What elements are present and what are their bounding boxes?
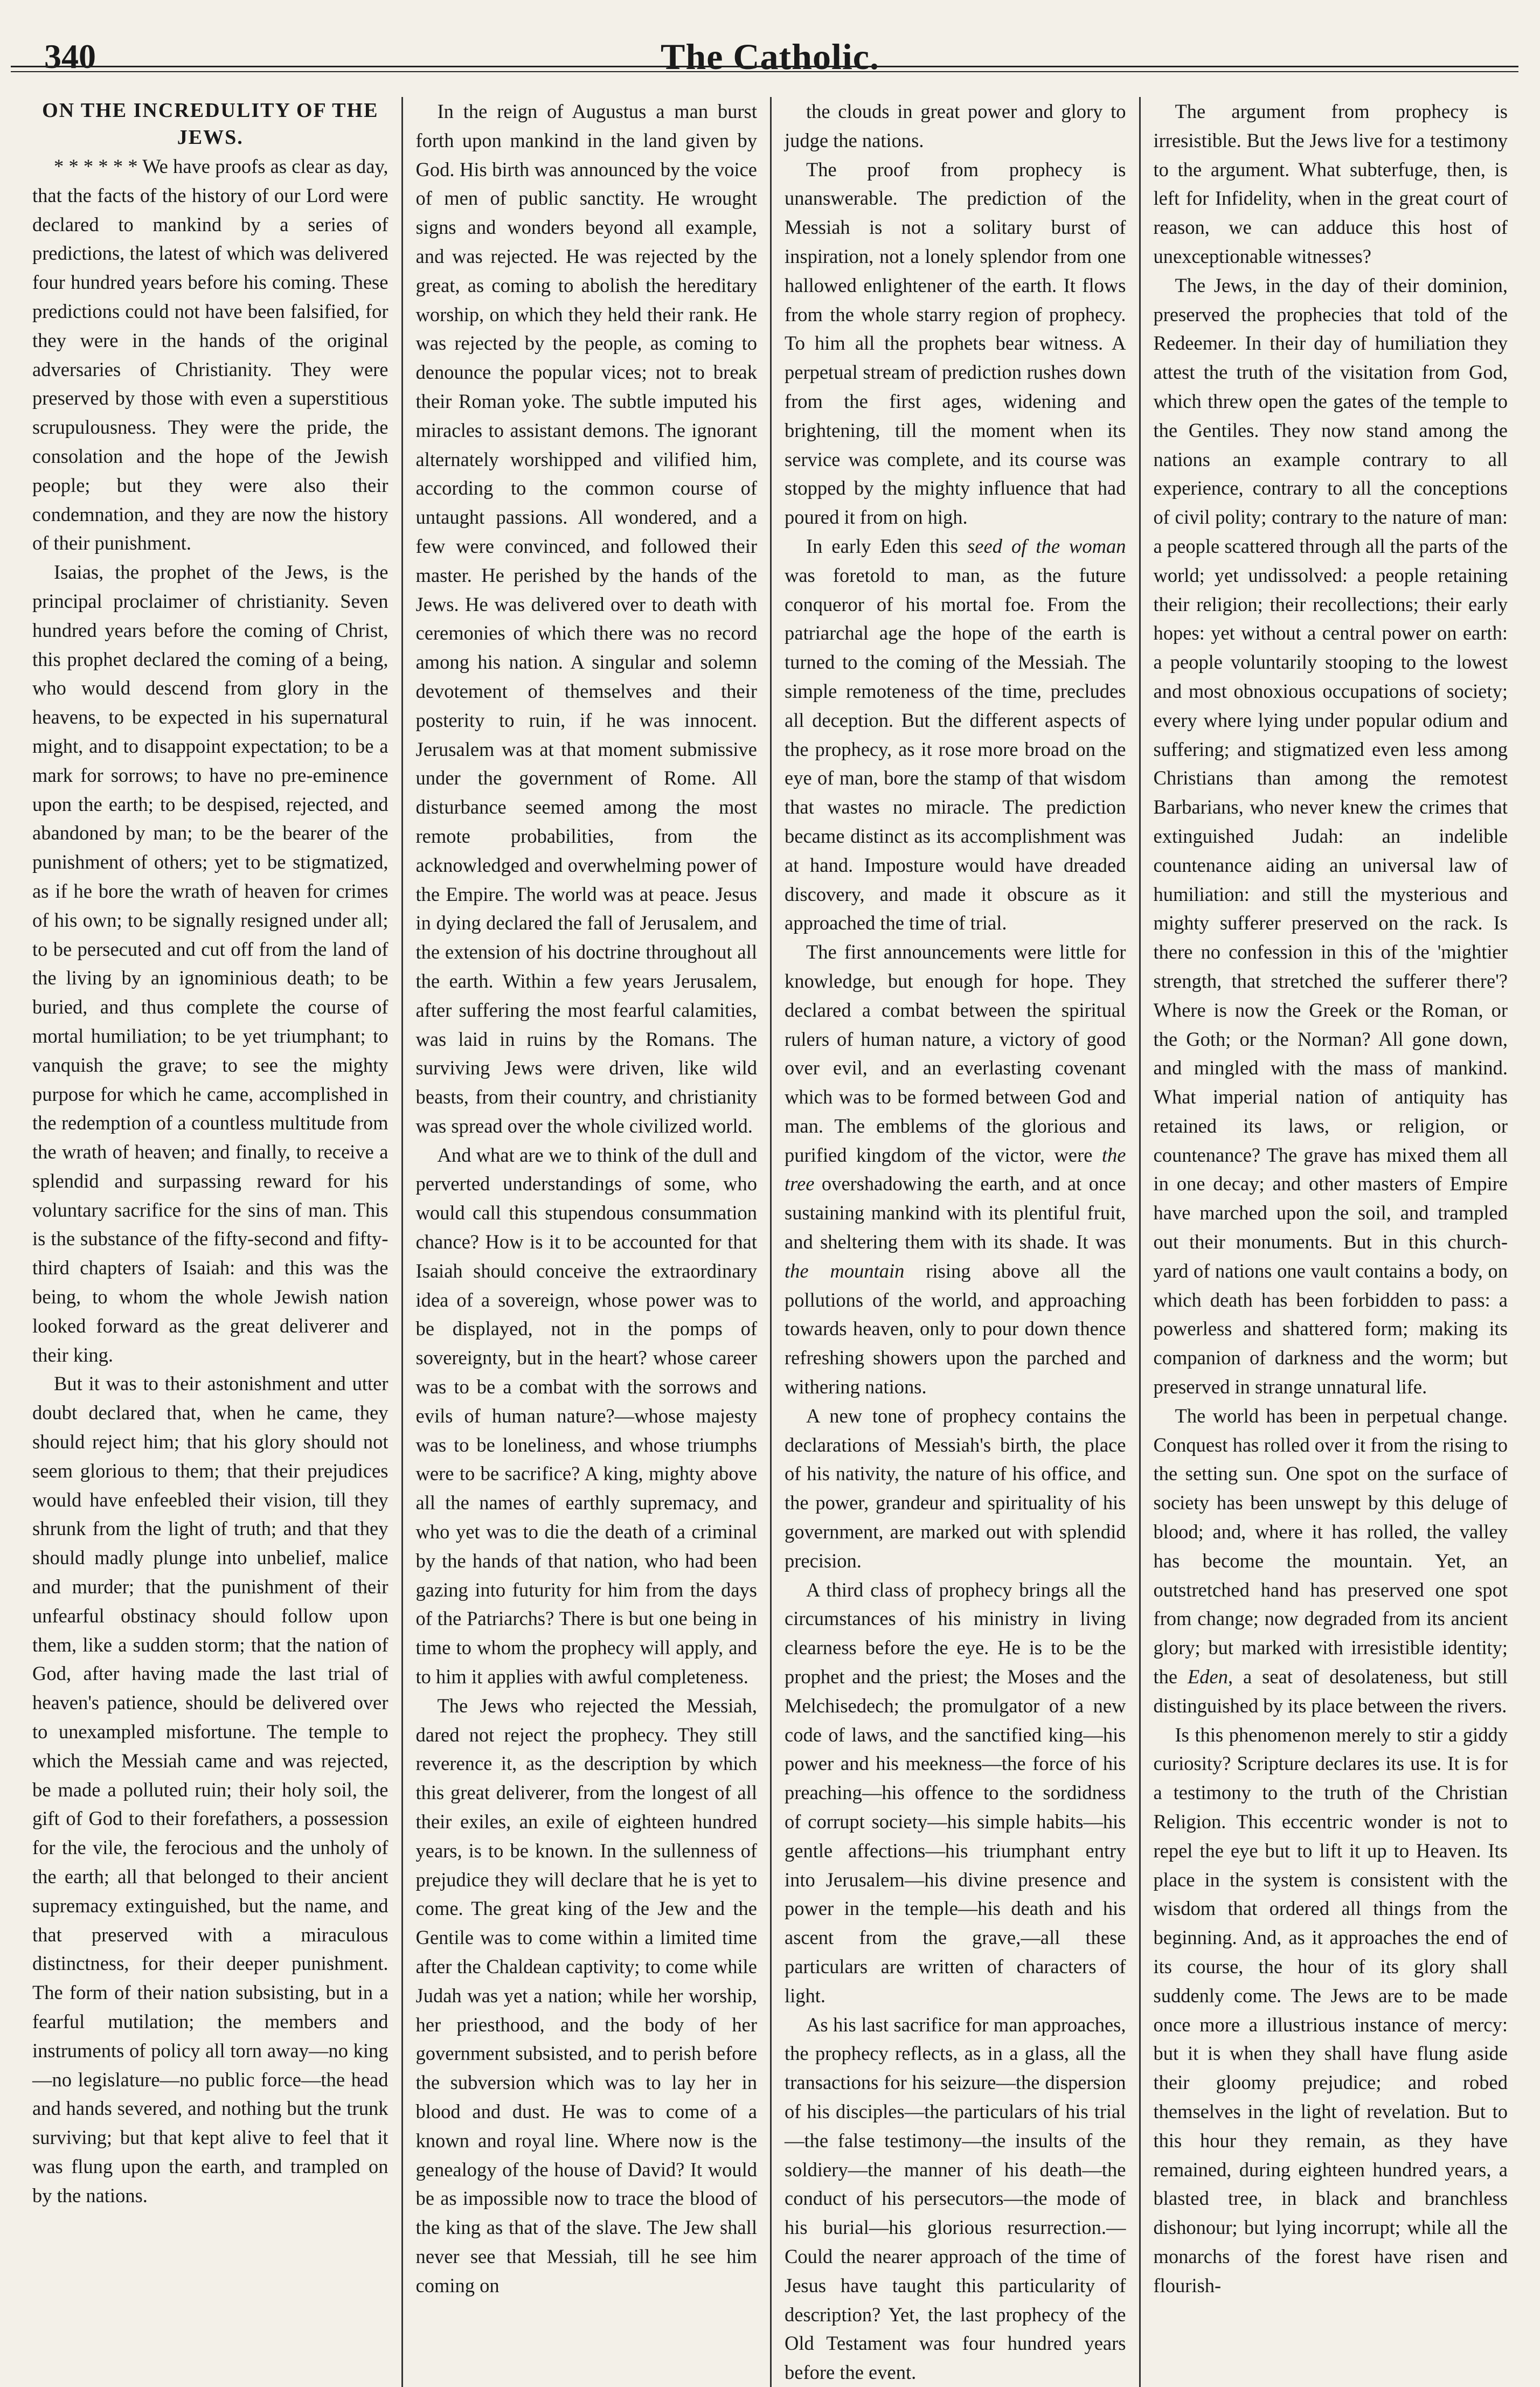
article-title: ON THE INCREDULITY OF THE JEWS. (42, 99, 379, 149)
paragraph: The first announcements were little for knowledge, but enough for hope. They declared a combat between the spiritual rulers of human nature, a victory of good over evil, and an everlasting covenant which was to be formed between God and man. The emblems of the glorious and purified kingdom of the victor, were the tree overshadowing the earth, and at once sustaining mankind with its plentiful fruit, and sheltering them with its shade. It was the mountain rising above all the pollutions of the world, and approaching towards heaven, only to pour down thence refreshing showers upon the parched and withering nations. (785, 941, 1126, 1398)
page-number: 340 (44, 37, 96, 75)
running-title: The Catholic. (661, 36, 879, 77)
paragraph: And what are we to think of the dull and perverted understandings of some, who would call this stupendous consummation chance? How is it to be accounted for that Isaiah should conceive the extraordinary idea of a sovereign, whose power was to be displayed, not in the pomps of sovereignty, but in the heart? whose career was to be a combat with the sorrows and evils of human nature?—whose majesty was to be loneliness, and whose triumphs were to be sacrifice? A king, mighty above all the names of earthly supremacy, and who yet was to die the death of a criminal by the hands of that nation, who had been gazing into futurity for him from the days of the Patriarchs? There is but one being in time to whom the prophecy will apply, and to him it applies with awful completeness. (415, 1143, 757, 1688)
paragraph: The argument from prophecy is irresistible. But the Jews live for a testimony to the argument. What subterfuge, then, is left for Infidelity, when in the great court of reason, we can adduce this host of unexceptionable witnesses? (1153, 100, 1508, 267)
paragraph: But it was to their astonishment and utter doubt declared that, when he came, they should reject him; that his glory should not seem glorious to them; that their prejudices would have enfeebled their vision, till they shrunk from the light of truth; and that they should madly plunge into unbelief, malice and murder; that the punishment of their unfearful obstinacy should follow upon them, like a sudden storm; that the nation of God, after having made the last trial of heaven's patience, should be delivered over to unexampled misfortune. The temple to which the Messiah came and was rejected, be made a polluted ruin; their holy soil, the gift of God to their forefathers, a possession for the vile, the ferocious and the unholy of the earth; all that belonged to their ancient supremacy extinguished, but the name, and that preserved with a miraculous distinctness, for their deeper punishment. The form of their nation subsisting, but in a fearful mutilation; the members and instruments of policy all torn away—no king—no legislature—no public force—the head and hands severed, and nothing but the trunk surviving; but that kept alive to feel that it was flung upon the earth, and trampled on by the nations. (32, 1372, 389, 2206)
header-rule (11, 66, 1518, 67)
paragraph: A new tone of prophecy contains the declarations of Messiah's birth, the place of his nativity, the nature of his office, and the power, grandeur and spirituality of his government, are marked out with splendid precision. (785, 1404, 1126, 1572)
paragraph: The proof from prophecy is unanswerable. The prediction of the Messiah is not a solitary burst of inspiration, not a lonely splendor from one hallowed enlightener of the earth. It flows from the whole starry region of prophecy. To him all the prophets bear witness. A perpetual stream of prediction rushes down from the first ages, widening and brightening, till the moment when its service was complete, and its course was stopped by the mighty influence that had poured it from on high. (785, 158, 1126, 529)
paragraph: In early Eden this seed of the woman was foretold to man, as the future conqueror of his mortal foe. From the patriarchal age the hope of the earth is turned to the coming of the Messiah. The simple remoteness of the time, precludes all deception. But the different aspects of the prophecy, as it rose more broad on the eye of man, bore the stamp of that wisdom that wastes no miracle. The prediction became distinct as its accomplishment was at hand. Imposture would have dreaded discovery, and made it obscure as it approached the time of trial. (785, 535, 1126, 934)
paragraph: the clouds in great power and glory to judge the nations. (785, 100, 1126, 151)
paragraph: Isaias, the prophet of the Jews, is the principal proclaimer of christianity. Seven hundred years before the coming of Christ, this prophet declared the coming of a being, who would descend from glory in the heavens, to be expected in his supernatural might, and to disappoint expectation; to be a mark for sorrows; to have no pre-eminence upon the earth; to be despised, rejected, and abandoned by man; to be the bearer of the punishment of others; yet to be stigmatized, as if he bore the wrath of heaven for crimes of his own; to be signally resigned under all; to be persecuted and cut off from the land of the living by an ignominious death; to be buried, and thus complete the course of mortal humiliation; to be yet triumphant; to vanquish the grave; to see the mighty purpose for which he came, accomplished in the redemption of a countless multitude from the wrath of heaven; and finally, to receive a splendid and surpassing reward for his voluntary sacrifice for the sins of man. This is the substance of the fifty-second and fifty-third chapters of Isaiah: and this was the being, to whom the whole Jewish nation looked forward as the great deliverer and their king. (32, 561, 389, 1366)
paragraph: In the reign of Augustus a man burst forth upon mankind in the land given by God. His birth was announced by the voice of men of public sanctity. He wrought signs and wonders beyond all example, and was rejected. He was rejected by the great, as coming to abolish the hereditary worship, on which they held their rank. He was rejected by the people, as coming to denounce the popular vices; not to break their Roman yoke. The subtle imputed his miracles to assistant demons. The ignorant alternately worshipped and vilified him, according to the common course of untaught passions. All wondered, and a few were convinced, and followed their master. He perished by the hands of the Jews. He was delivered over to death with ceremonies of which there was no record among his nation. A singular and solemn devotement of themselves and their posterity to ruin, if he was innocent. Jerusalem was at that moment submissive under the government of Rome. All disturbance seemed among the most remote probabilities, from the acknowledged and overwhelming power of the Empire. The world was at peace. Jesus in dying declared the fall of Jerusalem, and the extension of his doctrine throughout all the earth. Within a few years Jerusalem, after suffering the most fearful calamities, was laid in ruins by the Romans. The surviving Jews were driven, like wild beasts, from their country, and christianity was spread over the whole civilized world. (415, 100, 757, 1137)
paragraph: The Jews who rejected the Messiah, dared not reject the prophecy. They still reverence it, as the description by which this great deliverer, from the longest of all their exiles, an exile of eighteen hundred years, is to be known. In the sullenness of prejudice they will declare that he is yet to come. The great king of the Jew and the Gentile was to come within a limited time after the Chaldean captivity; to come while Judah was yet a nation; while her worship, her priesthood, and the body of her government subsisted, and to perish before the subversion which was to lay her in blood and dust. He was to come of a known and royal line. Where now is the genealogy of the house of David? It would be as impossible now to trace the blood of the king as that of the slave. The Jew shall never see that Messiah, till he see him coming on (415, 1694, 757, 2296)
column-3 (770, 97, 1139, 2387)
paragraph: * * * * * * We have proofs as clear as day, that the facts of the history of our Lord were declared to mankind by a series of predictions, the latest of which was delivered four hundred years before his coming. These predictions could not have been falsified, for they were in the hands of the original adversaries of Christianity. They were preserved by those with even a superstitious scrupulousness. They were the pride, the consolation and the hope of the Jewish people; but they were also their condemnation, and they are now the history of their punishment. (32, 155, 389, 554)
article-columns (32, 97, 1508, 2384)
page-header (32, 32, 1508, 92)
header-rule-thin (11, 71, 1518, 72)
column-1 (32, 97, 401, 2387)
paragraph: Is this phenomenon merely to stir a giddy curiosity? Scripture declares its use. It is for a testimony to the truth of the Christian Religion. This eccentric wonder is not to repel the eye but to lift it up to Heaven. Its place in the system is consistent with the wisdom that ordered all things from the beginning. And, as it approaches the end of its course, the hour of its glory shall suddenly come. The Jews are to be made once more a illustrious instance of mercy: but it is when they shall have flung aside their gloomy prejudice; and robed themselves in the light of revelation. But to this hour they remain, as they have remained, during eighteen hundred years, a blasted tree, in black and branchless dishonour; but lying incorrupt; while all the monarchs of the forest have risen and flourish- (1153, 1723, 1508, 2296)
paragraph: The Jews, in the day of their dominion, preserved the prophecies that told of the Redeemer. In their day of humiliation they attest the truth of the visitation from God, which threw open the gates of the temple to the Gentiles. They now stand among the nations an example contrary to all experience, contrary to all the conceptions of civil polity; contrary to the nature of man: a people scattered through all the parts of the world; yet undissolved: a people retaining their religion; their recollections; their early hopes: yet without a central power on earth: a people voluntarily stooping to the lowest and most obnoxious occupations of society; every where lying under popular odium and suffering; and stigmatized even less among Christians than among the remotest Barbarians, who never knew the crimes that extinguished Judah: an indelible countenance aiding an universal law of humiliation: and still the mysterious and mighty sufferer preserved on the rack. Is there no confession in this of the 'mightier strength, that stretched the sufferer there'? Where is now the Greek or the Roman, or the Goth; or the Norman? All gone down, and mingled with the mass of mankind. What imperial nation of antiquity has retained its laws, or religion, or countenance? The grave has mixed them all in one decay; and other masters of Empire have marched upon the soil, and trampled out their monuments. But in this church-yard of nations one vault contains a body, on which death has been forbidden to pass: a powerless and shattered form; making its companion of darkness and the worm; but preserved in strange unnatural life. (1153, 274, 1508, 1398)
column-4 (1139, 97, 1508, 2387)
paragraph: The world has been in perpetual change. Conquest has rolled over it from the rising to the setting sun. One spot on the surface of society has been unswept by this deluge of blood; and, where it has rolled, the valley has become the mountain. Yet, an outstretched hand has preserved one spot from change; now degraded from its ancient glory; but marked with irresistible identity; the Eden, a seat of desolateness, but still distinguished by its place between the rivers. (1153, 1404, 1508, 1717)
paragraph: As his last sacrifice for man approaches, the prophecy reflects, as in a glass, all the transactions for his seizure—the dispersion of his disciples—the particulars of his trial—the false testimony—the insults of the soldiery—the manner of his death—the conduct of his persecutors—the mode of his burial—his glorious resurrection.—Could the nearer approach of the time of Jesus have taught this particularity of description? Yet, the last prophecy of the Old Testament was four hundred years before the event. (785, 2013, 1126, 2384)
paragraph: A third class of prophecy brings all the circumstances of his ministry in living clearness before the eye. He is to be the prophet and the priest; the Moses and the Melchisedech; the promulgator of a new code of laws, and the sanctified king—his power and his meekness—the force of his preaching—his offence to the sordidness of corrupt society—his simple habits—his gentle affections—his triumphant entry into Jerusalem—his divine presence and power in the temple—his death and his ascent from the grave,—all these particulars are written of characters of light. (785, 1578, 1126, 2007)
column-2 (401, 97, 771, 2387)
